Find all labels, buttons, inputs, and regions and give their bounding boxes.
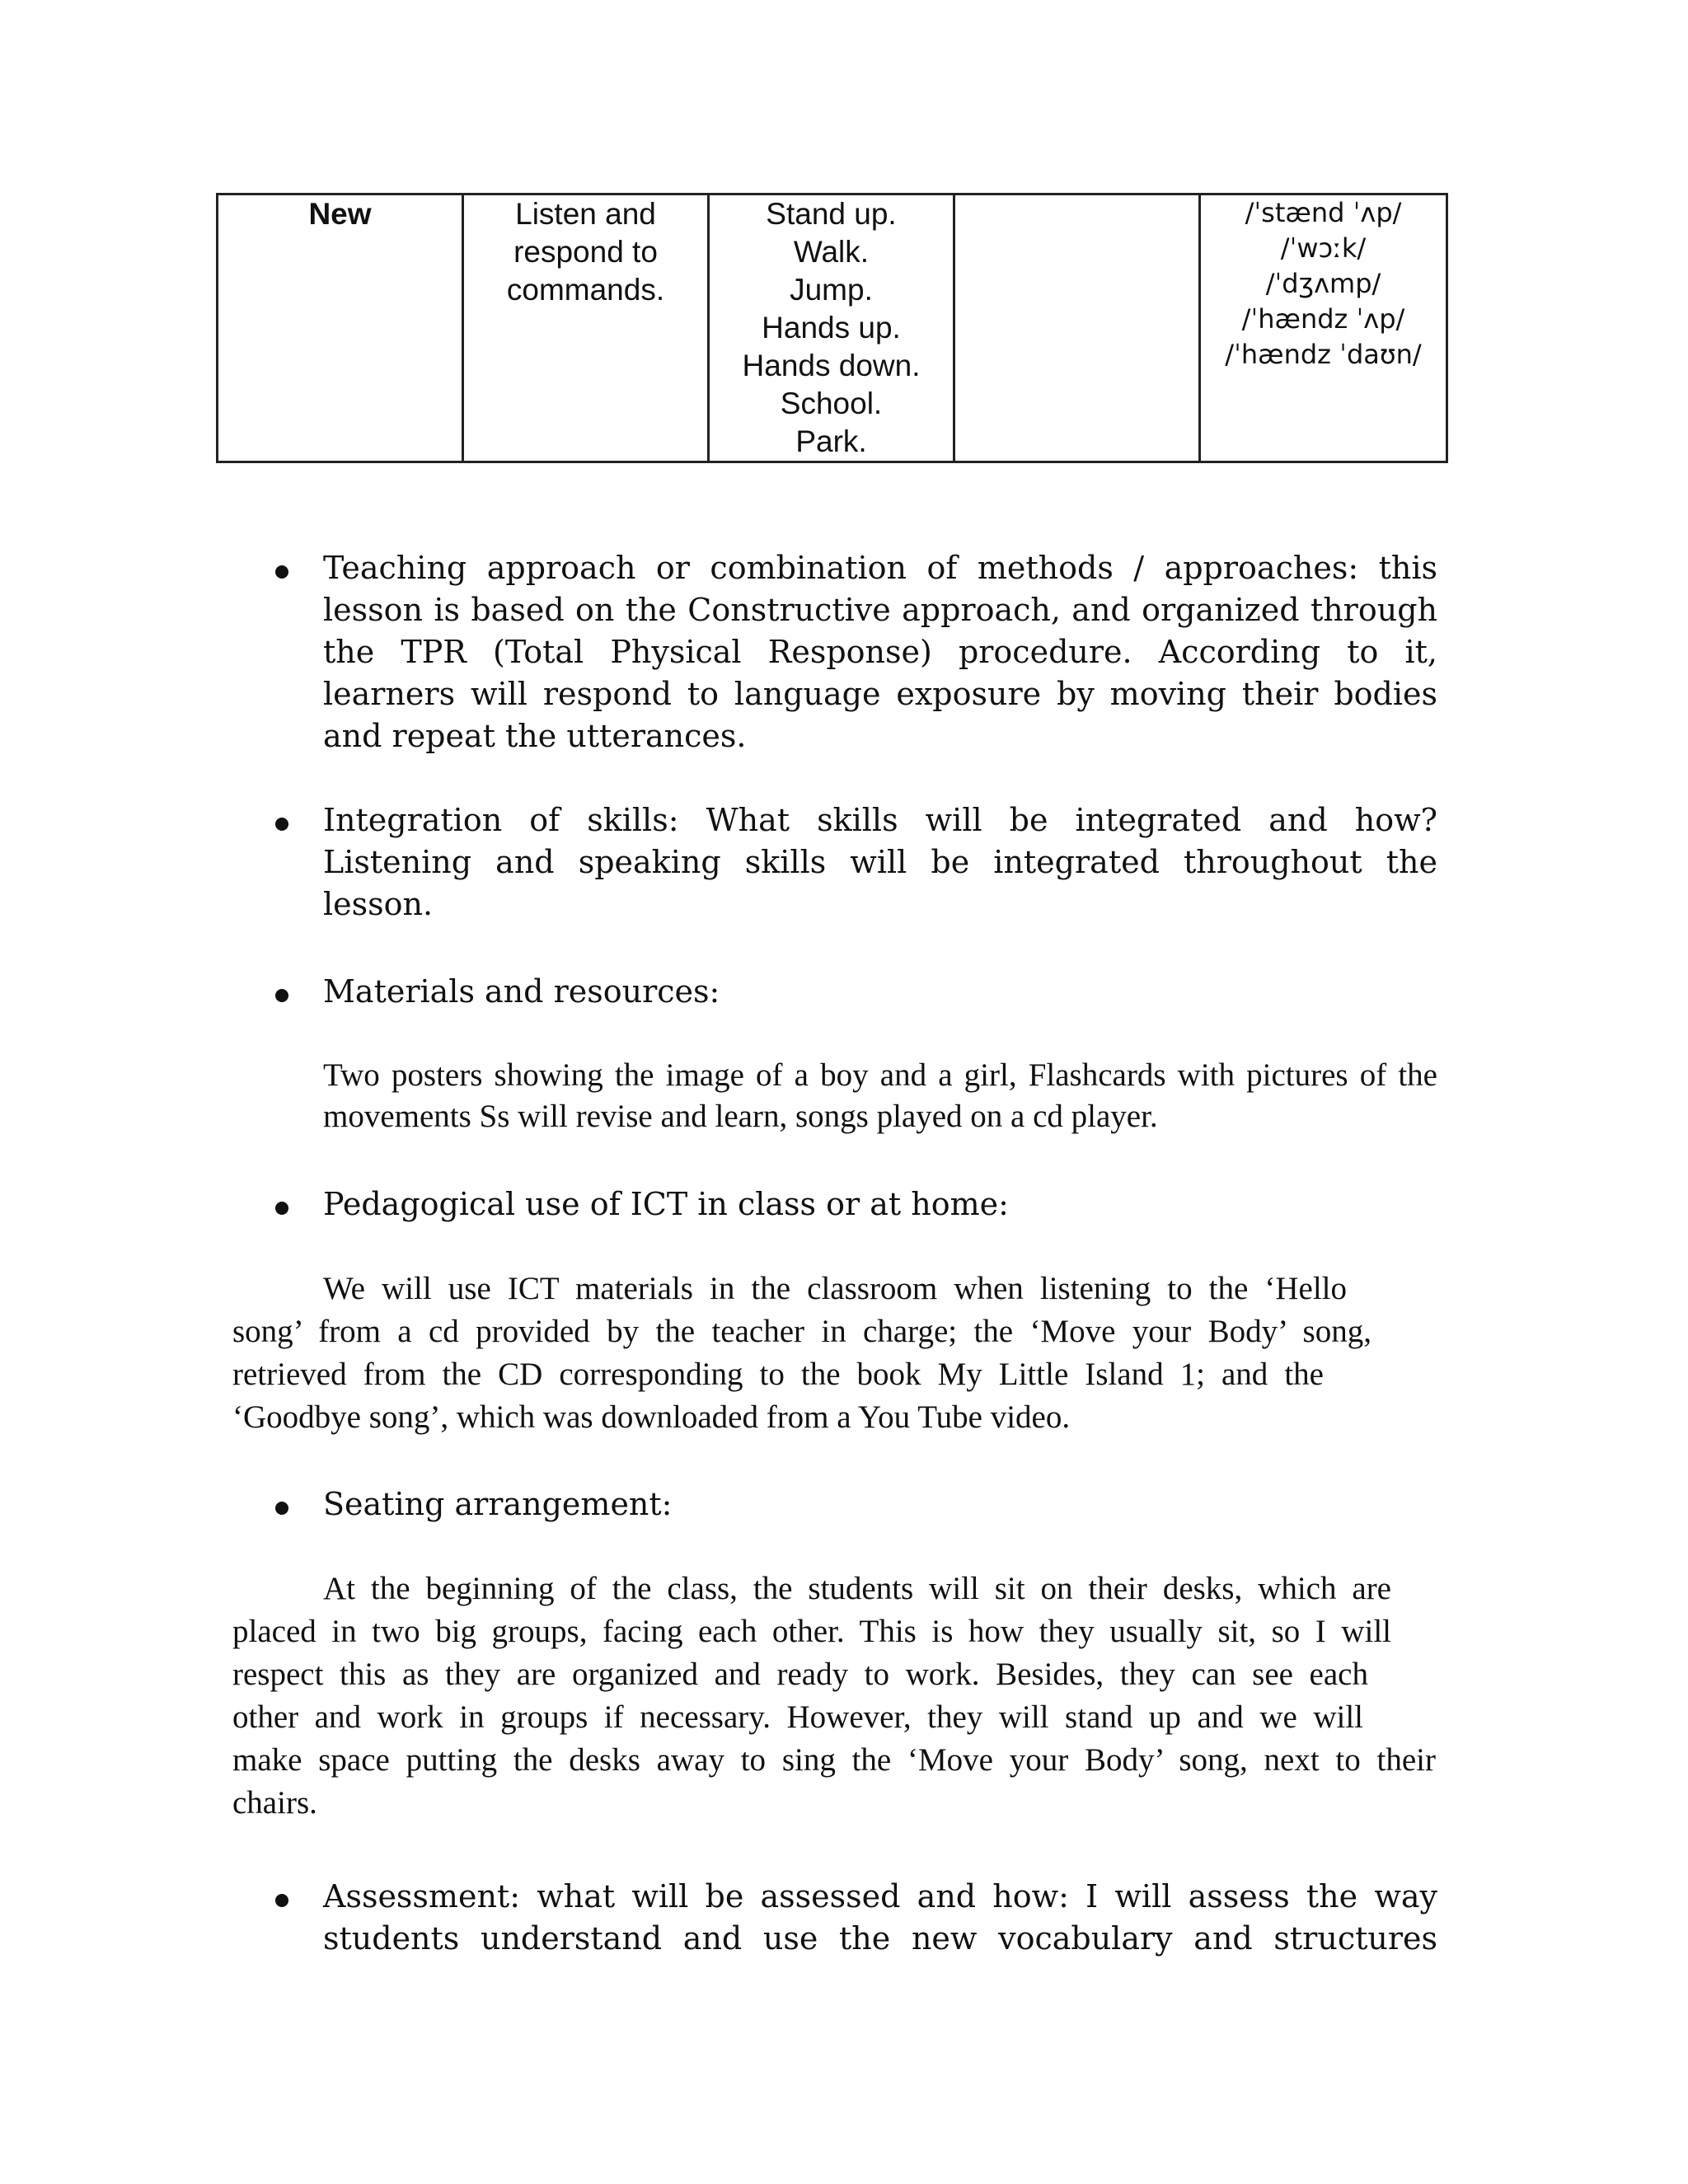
- seating-line: respect this as they are organized and ready to work. Besides, they can see each: [232, 1657, 1368, 1692]
- phrase: Stand up.: [766, 197, 897, 231]
- objective-cell: [463, 194, 709, 462]
- integration-text: Integration of skills: What skills will be integrated and how? Listening and speaking skills will be integrated throughout the lesson.: [323, 802, 1437, 922]
- pronunciation: /ˈhændz ˈʌp/: [1241, 303, 1405, 335]
- table-row: [218, 194, 1447, 462]
- objective-line: commands.: [506, 273, 665, 307]
- bullet-icon: [275, 565, 288, 579]
- phrase: Hands down.: [742, 349, 921, 382]
- empty-cell: [954, 194, 1200, 462]
- objective-line: respond to: [513, 235, 658, 269]
- assessment-text: Assessment: what will be assessed and how: I will assess the way students understand and use the new vocabulary and structures: [323, 1878, 1437, 1957]
- pronunciation: /ˈhændz ˈdaʊn/: [1225, 339, 1422, 370]
- pronunciation: /ˈdʒʌmp/: [1265, 268, 1381, 299]
- materials-text: Two posters showing the image of a boy and a girl, Flashcards with pictures of the movements Ss will revise and learn, songs played on a cd player.: [323, 1057, 1437, 1134]
- bullet-icon: [275, 989, 288, 1002]
- seating-heading: Seating arrangement:: [323, 1486, 673, 1522]
- phrase: Park.: [795, 424, 867, 458]
- seating-line: At the beginning of the class, the students will sit on their desks, which are: [323, 1571, 1391, 1606]
- bullet-icon: [275, 1502, 288, 1515]
- vocabulary-table: [216, 193, 1448, 463]
- phrase: School.: [780, 387, 883, 420]
- seating-line: placed in two big groups, facing each other. This is how they usually sit, so I will: [232, 1614, 1391, 1649]
- phrase: Walk.: [793, 235, 870, 269]
- bullet-icon: [275, 1202, 288, 1215]
- ict-line: song’ from a cd provided by the teacher in charge; the ‘Move your Body’ song,: [232, 1314, 1372, 1349]
- row-label: New: [308, 197, 372, 231]
- phrases-cell: [709, 194, 954, 462]
- ict-line: retrieved from the CD corresponding to the book My Little Island 1; and the: [232, 1357, 1324, 1392]
- ict-line: ‘Goodbye song’, which was downloaded from a You Tube video.: [232, 1399, 1071, 1435]
- phrase: Jump.: [790, 273, 873, 307]
- seating-line: other and work in groups if necessary. However, they will stand up and we will: [232, 1699, 1363, 1735]
- objective-line: Listen and: [515, 197, 656, 231]
- teaching-approach-text: Teaching approach or combination of methods / approaches: this lesson is based on the Constructive approach, and organized through the TPR (Total Physical Response) procedure. According to it, learners will respond to language exposure by moving their bodies and repeat the utterances.: [323, 550, 1437, 754]
- bullet-icon: [275, 1894, 288, 1907]
- phrase: Hands up.: [762, 311, 901, 344]
- pronunciation: /ˈstænd ˈʌp/: [1245, 197, 1402, 228]
- materials-heading: Materials and resources:: [323, 973, 720, 1010]
- bullet-icon: [275, 818, 288, 831]
- pronunciation-cell: [1200, 194, 1447, 462]
- ict-heading: Pedagogical use of ICT in class or at home:: [323, 1186, 1009, 1222]
- seating-line: make space putting the desks away to sing the ‘Move your Body’ song, next to their: [232, 1742, 1436, 1778]
- seating-line: chairs.: [232, 1785, 317, 1821]
- pronunciation: /ˈwɔːk/: [1280, 232, 1367, 264]
- ict-line: We will use ICT materials in the classroom when listening to the ‘Hello: [323, 1271, 1347, 1306]
- row-label-cell: [218, 194, 463, 462]
